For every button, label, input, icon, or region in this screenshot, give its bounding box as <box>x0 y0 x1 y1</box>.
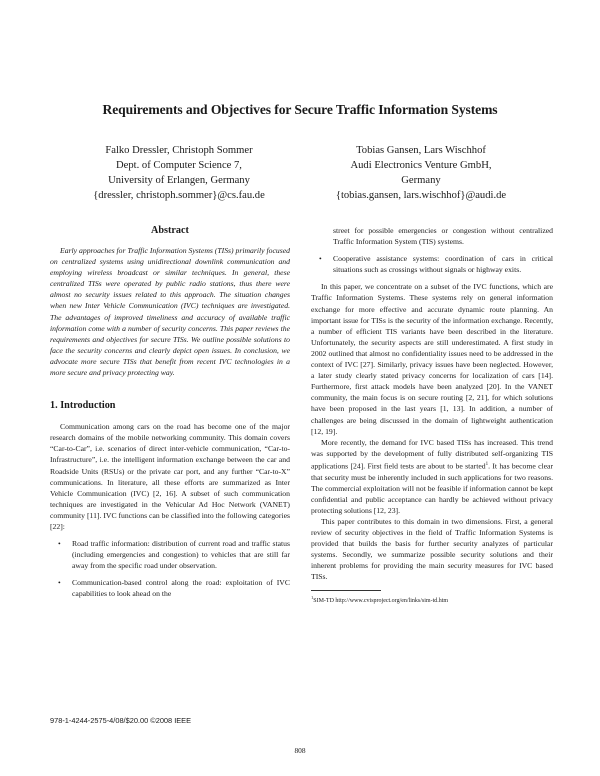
author-affiliation-left: University of Erlangen, Germany <box>108 175 250 186</box>
author-names-right: Tobias Gansen, Lars Wischhof <box>356 145 486 156</box>
intro-paragraph-1: Communication among cars on the road has become one of the major research domains of the mobile networking community. This domain covers “Car-to-Car”, i.e. scenarios of direct inter-vehicle communication, “Car-to-Infrastructure”, i.e. the intelligent information exchange between the car and Roadside Units (RSUs) or the private car port, and any further “Car-to-X” communications. In literature, all these efforts are summarized as Inter Vehicle Communication (IVC) [2, 16]. A subset of such communication techniques are investigated in the Vehicular Ad Hoc Network (VANET) community [11]. IVC functions can be classified into the following categories [22]: <box>50 422 290 531</box>
list-item-text: Cooperative assistance systems: coordination of cars in critical situations such as crossings without signals or highway exits. <box>333 254 553 275</box>
footnote-mark: 1 <box>311 595 314 601</box>
bullet-icon: • <box>58 578 61 588</box>
right-column <box>311 225 553 605</box>
abstract-heading: Abstract <box>151 225 189 236</box>
list-item <box>311 253 553 275</box>
list-item-continuation: street for possible emergencies or congestion without centralized Traffic Information System (TIS) systems. <box>333 226 553 247</box>
author-block-right <box>302 143 540 203</box>
author-dept-left: Dept. of Computer Science 7, <box>116 160 242 171</box>
category-list <box>50 538 290 599</box>
copyright-notice: 978-1-4244-2575-4/08/$20.00 ©2008 IEEE <box>50 716 192 725</box>
page-number: 808 <box>294 746 306 755</box>
author-names-left: Falko Dressler, Christoph Sommer <box>105 145 253 156</box>
intro-paragraph-2: In this paper, we concentrate on a subset of the IVC functions, which are Traffic Information Systems. These systems rely on general information exchange for more effective and accurate dynamic route planning. An important issue for TISs is the security of the information exchange. Recently, a number of efficient TIS variants have been described in the literature. Unfortunately, the security aspects are still underestimated. A first study in 2002 outlined that almost no confidentiality issues need to be addressed in the context of IVC [27]. Similarly, privacy issues have been neglected. However, a later study clearly stated privacy concerns for localization of cars [14]. Furthermore, first attack models have been analyzed [20]. In the VANET community, the main focus is on secure routing [2, 21], for which solutions have been proposed in the last years [1, 13]. In addition, a number of challenges are being discussed in the domain of lightweight authentication [12, 19]. <box>311 282 553 436</box>
intro-paragraph-3 <box>311 437 553 516</box>
intro-paragraph-4: This paper contributes to this domain in two dimensions. First, a general review of security objectives in the field of Traffic Information Systems is provided that builds the basis for further security analyzes of particular systems. Secondly, we summarize possible security solutions and their inherent problems for providing the main security measures for IVC based TISs. <box>311 516 553 582</box>
intro-paragraph-3-text-b: . It has become clear that security must be inherently included in such applications for two reasons. The commercial exploitation will not be feasible if information cannot be kept confidential and public acceptance can hardly be achieved without privacy protecting solutions [12, 23]. <box>311 461 554 515</box>
footnote-reference: 1 <box>485 461 489 467</box>
footnote-text: SIM-TD http://www.cvisproject.org/en/links/sim-td.htm <box>313 598 449 605</box>
section-heading-introduction: 1. Introduction <box>50 400 116 412</box>
bullet-icon: • <box>58 539 61 549</box>
left-column <box>50 225 290 606</box>
bullet-icon: • <box>319 254 322 264</box>
category-list-continued <box>311 253 553 275</box>
list-item <box>50 538 290 571</box>
footnote <box>311 594 553 605</box>
list-item <box>50 577 290 599</box>
list-item-text: Road traffic information: distribution of current road and traffic status (including emergencies and congestion) to vehicles that are still far away from the specific road under observation. <box>72 539 290 571</box>
author-block-left <box>60 143 298 203</box>
author-country-right: Germany <box>401 175 441 186</box>
footnote-divider <box>311 590 381 591</box>
paper-title: Requirements and Objectives for Secure Traffic Information Systems <box>102 102 498 117</box>
author-email-left: {dressler, christoph.sommer}@cs.fau.de <box>93 190 265 201</box>
list-item-text: Communication-based control along the road: exploitation of IVC capabilities to look ahead on the <box>72 578 290 599</box>
intro-paragraph-3-text-a: More recently, the demand for IVC based TISs has increased. This trend was supported by the development of fully distributed self-organizing TIS applications [24]. First field tests are about to be started <box>311 437 553 471</box>
author-email-right: {tobias.gansen, lars.wischhof}@audi.de <box>335 190 507 201</box>
author-org-right: Audi Electronics Venture GmbH, <box>350 160 492 171</box>
abstract-text: Early approaches for Traffic Information Systems (TISs) primarily focused on centralized systems using unidirectional downlink communication and employing wireless broadcast or similar techniques. In general, these centralized TISs were operated by public radio stations, thus there were almost no security issues related to this approach. The situation changes when new Inter Vehicle Communication (IVC) techniques are investigated. The advantages of improved timeliness and accuracy of available traffic information come with a number of security concerns. This paper reviews the requirements and objectives for secure TISs. We outline possible solutions to face the security concerns and clearly depict open issues. In conclusion, we advocate more secure TISs that benefit from recent IVC technologies in a more secure and privacy protecting way. <box>50 246 290 378</box>
